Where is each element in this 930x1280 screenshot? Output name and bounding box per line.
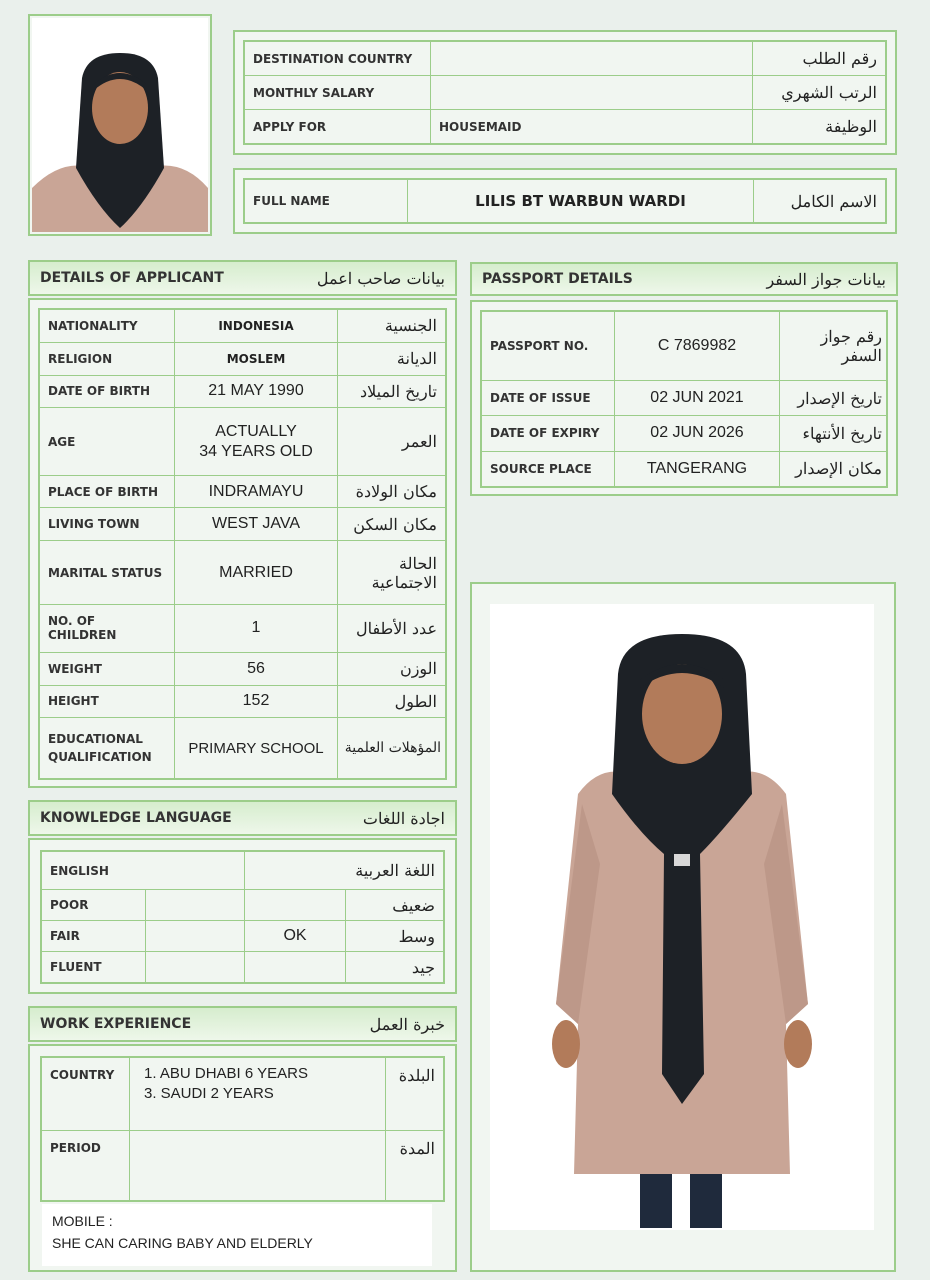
mobile-label: MOBILE : [52, 1213, 113, 1229]
fluent-arabic: جيد [346, 952, 444, 983]
english-label: ENGLISH [42, 852, 245, 890]
passport-section-header [470, 262, 898, 296]
source-place-value: TANGERANG [615, 451, 780, 486]
period-arabic: المدة [386, 1131, 444, 1201]
date-of-expiry-label: DATE OF EXPIRY [482, 416, 615, 451]
passport-no-arabic: رقم جواز السفر [780, 312, 887, 381]
country-list [130, 1058, 386, 1131]
apply-for-arabic: الوظيفة [753, 110, 886, 144]
fair-arabic-value: OK [245, 921, 346, 952]
work-table [41, 1057, 444, 1201]
application-info-table [244, 41, 886, 144]
table-row [482, 451, 887, 486]
passport-section-title: PASSPORT DETAILS [482, 271, 633, 287]
table-row [40, 342, 446, 375]
language-frame [28, 838, 457, 994]
applicant-section-header [28, 260, 457, 296]
passport-section-title-arabic: بيانات جواز السفر [766, 269, 886, 289]
work-section-header [28, 1006, 457, 1042]
living-town-arabic: مكان السكن [338, 508, 446, 541]
table-row [42, 852, 444, 890]
place-of-birth-value: INDRAMAYU [175, 475, 338, 508]
passport-details-frame [470, 300, 898, 496]
list-item: 1. ABU DHABI 6 YEARS [144, 1065, 308, 1082]
applicant-section-title-arabic: بيانات صاحب اعمل [316, 268, 445, 288]
height-label: HEIGHT [40, 685, 175, 718]
fair-arabic: وسط [346, 921, 444, 952]
weight-arabic: الوزن [338, 652, 446, 685]
mobile-note [42, 1204, 432, 1266]
date-of-birth-value: 21 MAY 1990 [175, 375, 338, 408]
table-row [42, 952, 444, 983]
nationality-value: INDONESIA [175, 310, 338, 343]
date-of-expiry-value: 02 JUN 2026 [615, 416, 780, 451]
table-row [40, 685, 446, 718]
applicant-section-title: DETAILS OF APPLICANT [40, 270, 224, 286]
small-photo-frame [28, 14, 212, 236]
nationality-arabic: الجنسية [338, 310, 446, 343]
monthly-salary-arabic: الرتب الشهري [753, 76, 886, 110]
passport-details-table [481, 311, 887, 487]
weight-value: 56 [175, 652, 338, 685]
education-label-line1: EDUCATIONAL [48, 732, 143, 747]
table-row [40, 652, 446, 685]
monthly-salary-label: MONTHLY SALARY [245, 76, 431, 110]
table-row [245, 42, 886, 76]
table-row [40, 310, 446, 343]
fluent-label: FLUENT [42, 952, 146, 983]
destination-country-arabic: رقم الطلب [753, 42, 886, 76]
table-row [245, 110, 886, 144]
table-row [482, 416, 887, 451]
education-label [40, 718, 175, 779]
large-photo-frame [470, 582, 896, 1272]
living-town-value: WEST JAVA [175, 508, 338, 541]
table-row [42, 921, 444, 952]
living-town-label: LIVING TOWN [40, 508, 175, 541]
destination-country-label: DESTINATION COUNTRY [245, 42, 431, 76]
skills-note: SHE CAN CARING BABY AND ELDERLY [52, 1235, 313, 1251]
language-section-header [28, 800, 457, 836]
nationality-label: NATIONALITY [40, 310, 175, 343]
table-row [40, 375, 446, 408]
marital-status-arabic: الحالة الاجتماعية [338, 541, 446, 605]
table-row [40, 718, 446, 779]
table-row [40, 408, 446, 475]
children-arabic: عدد الأطفال [338, 605, 446, 653]
date-of-issue-value: 02 JUN 2021 [615, 380, 780, 415]
table-row [42, 1058, 444, 1131]
date-of-issue-label: DATE OF ISSUE [482, 380, 615, 415]
religion-label: RELIGION [40, 342, 175, 375]
table-row [42, 890, 444, 921]
table-row [42, 1131, 444, 1201]
fair-label: FAIR [42, 921, 146, 952]
weight-label: WEIGHT [40, 652, 175, 685]
height-value: 152 [175, 685, 338, 718]
marital-status-label: MARITAL STATUS [40, 541, 175, 605]
table-row [245, 76, 886, 110]
height-arabic: الطول [338, 685, 446, 718]
small-portrait-photo [32, 18, 208, 232]
date-of-birth-arabic: تاريخ الميلاد [338, 375, 446, 408]
poor-arabic: ضعيف [346, 890, 444, 921]
full-name-frame [233, 168, 897, 234]
monthly-salary-value [431, 76, 753, 110]
table-row [40, 541, 446, 605]
passport-no-label: PASSPORT NO. [482, 312, 615, 381]
place-of-birth-arabic: مكان الولادة [338, 475, 446, 508]
apply-for-value: HOUSEMAID [431, 110, 753, 144]
language-table [41, 851, 444, 983]
poor-label: POOR [42, 890, 146, 921]
work-section-title: WORK EXPERIENCE [40, 1016, 192, 1032]
language-section-title-arabic: اجادة اللغات [362, 808, 445, 828]
fair-english-value [146, 921, 245, 952]
full-name-arabic: الاسم الكامل [754, 180, 886, 223]
table-row [40, 605, 446, 653]
age-value-line1: ACTUALLY [215, 422, 297, 440]
source-place-arabic: مكان الإصدار [780, 451, 887, 486]
age-label: AGE [40, 408, 175, 475]
age-value-line2: 34 YEARS OLD [199, 442, 313, 460]
apply-for-label: APPLY FOR [245, 110, 431, 144]
table-row [482, 312, 887, 381]
education-value: PRIMARY SCHOOL [175, 718, 338, 779]
children-label: NO. OF CHILDREN [40, 605, 175, 653]
children-value: 1 [175, 605, 338, 653]
full-name-label: FULL NAME [245, 180, 408, 223]
destination-country-value [431, 42, 753, 76]
work-section-title-arabic: خبرة العمل [369, 1014, 445, 1034]
passport-no-value: C 7869982 [615, 312, 780, 381]
full-name-value: LILIS BT WARBUN WARDI [408, 180, 754, 223]
work-frame [28, 1044, 457, 1272]
source-place-label: SOURCE PLACE [482, 451, 615, 486]
full-body-photo [490, 604, 874, 1230]
table-row [40, 508, 446, 541]
country-label: COUNTRY [42, 1058, 130, 1131]
applicant-details-frame [28, 298, 457, 788]
religion-arabic: الديانة [338, 342, 446, 375]
fluent-english-value [146, 952, 245, 983]
full-name-table [244, 179, 886, 223]
fluent-arabic-value [245, 952, 346, 983]
arabic-language-label: اللغة العربية [245, 852, 444, 890]
applicant-details-table [39, 309, 446, 779]
education-label-line2: QUALIFICATION [48, 750, 152, 765]
age-arabic: العمر [338, 408, 446, 475]
table-row [482, 380, 887, 415]
religion-value: MOSLEM [175, 342, 338, 375]
table-row [245, 180, 886, 223]
language-section-title: KNOWLEDGE LANGUAGE [40, 810, 232, 826]
place-of-birth-label: PLACE OF BIRTH [40, 475, 175, 508]
date-of-birth-label: DATE OF BIRTH [40, 375, 175, 408]
date-of-expiry-arabic: تاريخ الأنتهاء [780, 416, 887, 451]
age-value [175, 408, 338, 475]
date-of-issue-arabic: تاريخ الإصدار [780, 380, 887, 415]
period-label: PERIOD [42, 1131, 130, 1201]
poor-arabic-value [245, 890, 346, 921]
list-item: 3. SAUDI 2 YEARS [144, 1085, 274, 1102]
poor-english-value [146, 890, 245, 921]
table-row [40, 475, 446, 508]
marital-status-value: MARRIED [175, 541, 338, 605]
period-value [130, 1131, 386, 1201]
country-arabic: البلدة [386, 1058, 444, 1131]
education-arabic: المؤهلات العلمية [338, 718, 446, 779]
application-info-frame [233, 30, 897, 155]
